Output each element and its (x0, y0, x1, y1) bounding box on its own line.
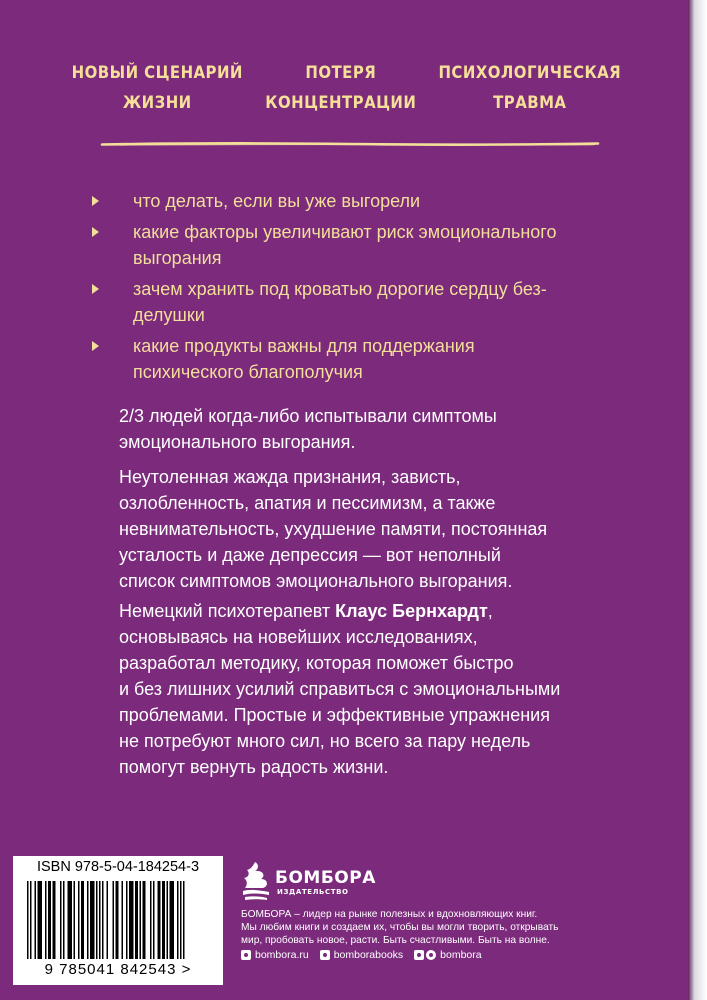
triangle-bullet-icon (92, 341, 99, 351)
keyword-1: НОВЫЙ СЦЕНАРИЙ ЖИЗНИ (71, 63, 243, 113)
barcode-bar (38, 881, 43, 959)
bullet-list (92, 188, 652, 390)
barcode-bar (180, 881, 182, 959)
page-edge (688, 0, 707, 1000)
triangle-bullet-icon (92, 284, 99, 294)
bullet-item: какие продукты важны для поддержания психического благополучия (92, 333, 652, 385)
barcode-bar (129, 881, 134, 959)
author-paragraph: Немецкий психотерапевт Клаус Бернхардт, основываясь на новейших исследованиях, разработал методику, которая поможет быстро и без лишних усилий справиться с эмоциональными проблемами. Простые и эффективные упражнения не потребуют много сил, но всего за пару недель помогут вернуть радость жизни. (119, 601, 561, 777)
author-name: Клаус Бернхардт (335, 601, 488, 621)
barcode-bar (170, 881, 175, 959)
barcode-bar (48, 881, 51, 959)
barcode-bar (78, 881, 80, 959)
social-links (241, 949, 493, 961)
keyword-3: ПСИХОЛОГИЧЕСКАЯ ТРАВМА (438, 63, 622, 113)
barcode-bar (53, 881, 56, 959)
barcode-bar (153, 881, 155, 959)
isbn-label: ISBN 978-5-04-184254-3 (36, 859, 200, 875)
barcode-bar (177, 881, 179, 959)
barcode-bar (60, 881, 62, 959)
bullet-item: зачем хранить под кроватью дорогие сердцу без- делушки (92, 276, 652, 328)
vk-icon (320, 950, 330, 960)
triangle-bullet-icon (92, 196, 99, 206)
barcode-bar (167, 881, 169, 959)
barcode-bar (107, 881, 109, 959)
brush-divider (100, 141, 600, 147)
barcode-bar (87, 881, 89, 959)
bullet-item: какие факторы увеличивают риск эмоционального выгорания (92, 219, 652, 271)
barcode-bar (63, 881, 65, 959)
social-telegram[interactable]: bombora (414, 949, 481, 961)
barcode-bar (90, 881, 95, 959)
publisher-logo (241, 860, 381, 906)
barcode-bar (150, 881, 152, 959)
social-vk[interactable]: bomborabooks (320, 949, 403, 961)
barcode-bar (27, 881, 29, 959)
barcode-bar (140, 881, 142, 959)
barcode-bars (19, 881, 217, 959)
barcode-bar (96, 881, 98, 959)
publisher-blurb: БОМБОРА – лидер на рынке полезных и вдохновляющих книг. Мы любим книги и создаем их, чтобы вы могли творить, открывать мир, пробовать новое, расти. Быть счастливыми. Быть на волне. (241, 909, 559, 946)
keywords-row (60, 58, 630, 118)
telegram-icon (426, 950, 436, 960)
barcode-bar (74, 881, 76, 959)
symptoms-paragraph: Неутоленная жажда признания, зависть, озлобленность, апатия и пессимизм, а также невнимательность, ухудшение памяти, постоянная усталость и даже депрессия — вот неполный список симптомов эмоционального выгорания. (119, 467, 548, 591)
barcode-bar (99, 881, 101, 959)
barcode-bar (158, 881, 161, 959)
barcode-bar (35, 881, 37, 959)
barcode-bar (126, 881, 128, 959)
youtube-icon (414, 950, 424, 960)
bullet-item: что делать, если вы уже выгорели (92, 188, 652, 214)
barcode-bar (81, 881, 84, 959)
statistic-paragraph: 2/3 людей когда-либо испытывали симптомы эмоционального выгорания. (119, 406, 497, 452)
barcode-bar (143, 881, 146, 959)
barcode-bar (183, 881, 185, 959)
barcode-bar (45, 881, 47, 959)
barcode-digits: 9 785041 842543 > (44, 961, 192, 978)
instagram-icon (241, 950, 251, 960)
barcode-bar (162, 881, 165, 959)
publisher-subtitle: ИЗДАТЕЛЬСТВО (277, 888, 349, 896)
bombora-wave-icon (241, 860, 271, 902)
barcode (13, 856, 223, 985)
barcode-bar (116, 881, 119, 959)
publisher-name: БОМБОРА (275, 868, 376, 888)
barcode-bar (122, 881, 124, 959)
keyword-2: ПОТЕРЯ КОНЦЕНТРАЦИИ (264, 63, 416, 113)
barcode-bar (135, 881, 138, 959)
barcode-bar (102, 881, 104, 959)
triangle-bullet-icon (92, 227, 99, 237)
social-website[interactable]: bombora.ru (241, 949, 309, 961)
barcode-bar (113, 881, 115, 959)
barcode-bar (68, 881, 73, 959)
barcode-bar (30, 881, 32, 959)
